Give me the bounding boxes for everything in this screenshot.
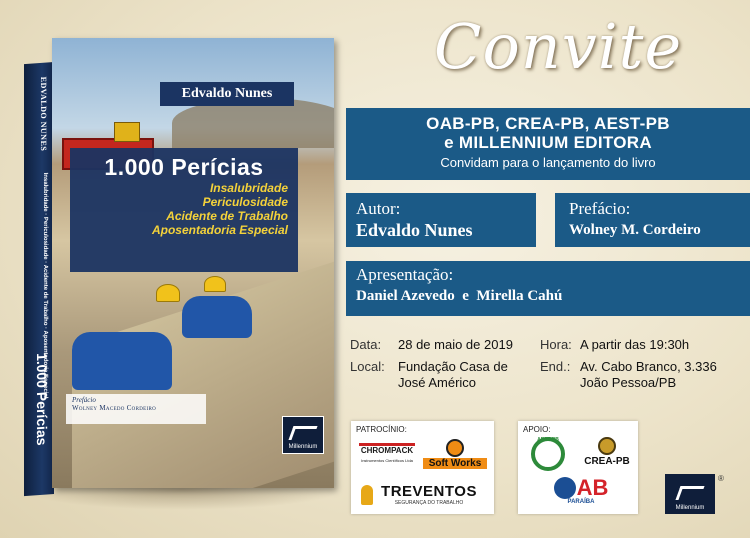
treventos-sub: SEGURANÇA DO TRABALHO [394,500,464,506]
banner-publisher: e MILLENNIUM EDITORA [444,133,652,152]
oab-logo [546,477,616,511]
chrompack-logo [359,443,415,465]
aest-name: AEST-PB [537,437,559,443]
millennium-mark-icon [288,426,317,440]
author-box [346,193,536,247]
spine-title: 1.000 Perícias [34,352,50,447]
spine-author: EDVALDO NUNES [39,76,48,152]
chrompack-sub: Instrumentos Científicos Ltda [361,458,413,463]
cover-publisher-name: Millennium [288,444,318,450]
invite-banner [346,108,750,180]
cover-worker-1 [182,296,252,338]
crea-seal-icon [598,437,616,455]
softworks-ball-icon [446,439,464,457]
author-label: Autor: [356,199,401,218]
cover-author: Edvaldo Nunes [160,82,294,106]
time-value: A partir das 19:30h [580,337,690,352]
aest-logo [528,437,568,477]
cover-crane [114,122,140,142]
page-title: Convite [434,10,683,83]
author-name: Edvaldo Nunes [356,220,473,240]
preface-label: Prefácio: [569,199,631,218]
cover-preface [66,394,206,424]
sponsors-label: PATROCÍNIO: [356,425,407,434]
presentation-box [346,261,750,316]
helmet-icon [204,276,226,292]
crea-name: CREA-PB [584,456,630,467]
cover-subtitle-4: Aposentadoria Especial [151,223,288,237]
time-label: Hora: [540,337,572,352]
local-line-2: José Américo [398,375,477,390]
chrompack-name: CHROMPACK [360,446,414,455]
support-label: APOIO: [523,425,551,434]
crea-logo [580,437,634,473]
sponsors-card [351,421,494,514]
cover-worker-2 [72,332,172,390]
book-cover [52,38,334,488]
softworks-logo [423,439,487,471]
address-label: End.: [540,359,571,374]
treventos-name: TREVENTOS [381,483,477,500]
local-label: Local: [350,359,385,374]
presentation-names: Daniel Azevedo e Mirella Cahú [356,288,563,304]
preface-box [555,193,750,247]
worker-icon [361,485,373,505]
address-line-2: João Pessoa/PB [580,375,677,390]
banner-invite-text: Convidam para o lançamento do livro [440,155,656,170]
address-line-1: Av. Cabo Branco, 3.336 [580,359,717,374]
publisher-logo [665,474,715,514]
softworks-name: Soft Works [423,458,487,469]
registered-mark: ® [718,474,724,483]
helmet-icon [156,284,180,302]
cover-title-box [70,148,298,272]
cover-publisher-logo [282,416,324,454]
oab-o-icon [554,477,576,499]
local-line-1: Fundação Casa de [398,359,508,374]
oab-region: PARAÍBA [567,499,595,505]
presentation-label: Apresentação: [356,265,454,284]
book-spine [24,62,54,496]
cover-subtitle-2: Periculosidade [202,195,288,209]
treventos-logo [377,483,481,509]
support-card [518,421,638,514]
cover-title: 1.000 Perícias [104,154,264,180]
cover-subtitle-3: Acidente de Trabalho [166,209,288,223]
spine-subtitle: Insalubridade · Periculosidade · Acidente de Trabalho · Aposentadoria Especial [42,172,48,399]
date-value: 28 de maio de 2019 [398,337,513,352]
oab-ab: AB [576,475,609,500]
cover-subtitle-1: Insalubridade [209,181,288,195]
cover-preface-label: Prefácio [72,396,96,404]
preface-name: Wolney M. Cordeiro [569,222,701,238]
publisher-logo-name: Millennium [675,505,705,511]
cover-preface-name: Wolney Macedo Cordeiro [72,404,156,412]
banner-organizers: OAB-PB, CREA-PB, AEST-PB [426,114,670,133]
date-label: Data: [350,337,382,352]
millennium-mark-icon [675,486,704,500]
